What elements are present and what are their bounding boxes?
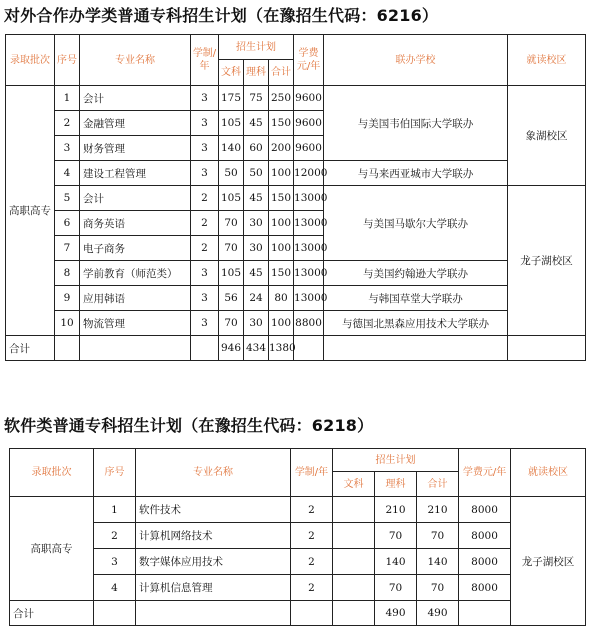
header-campus: 就读校区 [511,449,586,497]
total-cell: 70 [417,523,459,549]
seq-cell: 1 [55,86,80,111]
empty-cell [136,601,291,626]
table1-plan-table [5,34,586,361]
fee-cell: 8000 [459,497,511,523]
empty-cell [80,336,191,361]
fee-cell: 8000 [459,575,511,601]
major-cell: 金融管理 [80,111,191,136]
seq-cell: 7 [55,236,80,261]
years-cell: 3 [191,111,219,136]
total-cell: 200 [269,136,294,161]
table-row [6,311,586,336]
years-cell: 2 [291,497,333,523]
science-cell: 30 [244,211,269,236]
empty-cell [324,336,508,361]
header-arts: 文科 [219,60,244,86]
header-seq: 序号 [55,35,80,86]
arts-cell: 70 [219,311,244,336]
empty-cell [333,601,375,626]
total-cell: 150 [269,111,294,136]
major-cell: 软件技术 [136,497,291,523]
empty-cell [55,336,80,361]
major-cell: 电子商务 [80,236,191,261]
header-major: 专业名称 [136,449,291,497]
seq-cell: 6 [55,211,80,236]
seq-cell: 4 [94,575,136,601]
table1-title: 对外合作办学类普通专科招生计划（在豫招生代码：6216） [4,6,439,25]
arts-cell [333,497,375,523]
total-cell: 100 [269,161,294,186]
header-years: 学制/年 [291,449,333,497]
arts-cell: 140 [219,136,244,161]
table-row [10,497,586,523]
seq-cell: 1 [94,497,136,523]
empty-cell [508,336,586,361]
empty-cell [291,601,333,626]
science-cell: 50 [244,161,269,186]
header-seq: 序号 [94,449,136,497]
header-major: 专业名称 [80,35,191,86]
header-campus: 就读校区 [508,35,586,86]
fee-cell: 13000 [294,211,324,236]
major-cell: 商务英语 [80,211,191,236]
batch-cell: 高职高专 [10,497,94,601]
header-subtotal: 合计 [417,472,459,497]
years-cell: 3 [191,261,219,286]
total-arts: 946 [219,336,244,361]
seq-cell: 2 [94,523,136,549]
major-cell: 建设工程管理 [80,161,191,186]
science-cell: 210 [375,497,417,523]
header-plan: 招生计划 [219,35,294,60]
seq-cell: 9 [55,286,80,311]
header-science: 理科 [244,60,269,86]
header-fee: 学费元/年 [459,449,511,497]
total-cell: 100 [269,311,294,336]
fee-cell: 12000 [294,161,324,186]
years-cell: 3 [191,136,219,161]
arts-cell: 56 [219,286,244,311]
major-cell: 数字媒体应用技术 [136,549,291,575]
seq-cell: 3 [55,136,80,161]
total-row [6,336,586,361]
partner-cell: 与德国北黑森应用技术大学联办 [324,311,508,336]
fee-cell: 13000 [294,286,324,311]
total-label: 合计 [10,601,94,626]
major-cell: 学前教育（师范类） [80,261,191,286]
fee-cell: 8800 [294,311,324,336]
total-row [10,601,586,626]
total-cell: 80 [269,286,294,311]
table-row [10,549,586,575]
fee-cell: 8000 [459,523,511,549]
arts-cell [333,523,375,549]
table-row [6,161,586,186]
arts-cell: 105 [219,186,244,211]
total-label: 合计 [6,336,55,361]
years-cell: 2 [191,236,219,261]
fee-cell: 9600 [294,136,324,161]
years-cell: 2 [291,523,333,549]
table2-plan-table [9,448,586,626]
total-cell: 70 [417,575,459,601]
years-cell: 2 [191,211,219,236]
years-cell: 3 [191,161,219,186]
fee-cell: 9600 [294,111,324,136]
campus-cell: 龙子湖校区 [508,186,586,336]
header-arts: 文科 [333,472,375,497]
fee-cell: 13000 [294,261,324,286]
empty-cell [94,601,136,626]
header-batch: 录取批次 [10,449,94,497]
years-cell: 3 [191,86,219,111]
major-cell: 应用韩语 [80,286,191,311]
empty-cell [459,601,511,626]
seq-cell: 5 [55,186,80,211]
total-cell: 150 [269,186,294,211]
science-cell: 140 [375,549,417,575]
table-row [6,186,586,211]
science-cell: 45 [244,261,269,286]
science-cell: 24 [244,286,269,311]
header-subtotal: 合计 [269,60,294,86]
table-row [6,286,586,311]
seq-cell: 3 [94,549,136,575]
header-batch: 录取批次 [6,35,55,86]
total-science: 434 [244,336,269,361]
major-cell: 财务管理 [80,136,191,161]
years-cell: 2 [191,186,219,211]
fee-cell: 13000 [294,186,324,211]
header-fee: 学费元/年 [294,35,324,86]
partner-cell: 与韩国草堂大学联办 [324,286,508,311]
major-cell: 计算机网络技术 [136,523,291,549]
total-sum: 1380 [269,336,294,361]
empty-cell [294,336,324,361]
science-cell: 70 [375,575,417,601]
campus-cell: 象湖校区 [508,86,586,186]
major-cell: 会计 [80,186,191,211]
total-cell: 100 [269,211,294,236]
total-cell: 210 [417,497,459,523]
science-cell: 75 [244,86,269,111]
seq-cell: 2 [55,111,80,136]
table-row [6,261,586,286]
arts-cell [333,575,375,601]
arts-cell: 70 [219,211,244,236]
years-cell: 3 [191,286,219,311]
seq-cell: 8 [55,261,80,286]
partner-cell: 与美国马歇尔大学联办 [324,186,508,261]
total-cell: 250 [269,86,294,111]
seq-cell: 4 [55,161,80,186]
campus-cell: 龙子湖校区 [511,497,586,626]
arts-cell: 175 [219,86,244,111]
major-cell: 会计 [80,86,191,111]
total-science: 490 [375,601,417,626]
science-cell: 30 [244,236,269,261]
table-row [6,86,586,111]
science-cell: 70 [375,523,417,549]
fee-cell: 8000 [459,549,511,575]
table2-title: 软件类普通专科招生计划（在豫招生代码：6218） [4,416,374,435]
fee-cell: 9600 [294,86,324,111]
years-cell: 2 [291,575,333,601]
total-cell: 150 [269,261,294,286]
partner-cell: 与马来西亚城市大学联办 [324,161,508,186]
arts-cell: 105 [219,111,244,136]
total-sum: 490 [417,601,459,626]
header-science: 理科 [375,472,417,497]
header-years: 学制/年 [191,35,219,86]
arts-cell: 105 [219,261,244,286]
seq-cell: 10 [55,311,80,336]
empty-cell [191,336,219,361]
batch-cell: 高职高专 [6,86,55,336]
science-cell: 60 [244,136,269,161]
major-cell: 计算机信息管理 [136,575,291,601]
header-plan: 招生计划 [333,449,459,472]
partner-cell: 与美国韦伯国际大学联办 [324,86,508,161]
fee-cell: 13000 [294,236,324,261]
arts-cell: 50 [219,161,244,186]
years-cell: 2 [291,549,333,575]
arts-cell [333,549,375,575]
table-row [10,575,586,601]
science-cell: 45 [244,111,269,136]
years-cell: 3 [191,311,219,336]
arts-cell: 70 [219,236,244,261]
major-cell: 物流管理 [80,311,191,336]
table-row [10,523,586,549]
science-cell: 45 [244,186,269,211]
total-cell: 100 [269,236,294,261]
total-cell: 140 [417,549,459,575]
header-partner: 联办学校 [324,35,508,86]
science-cell: 30 [244,311,269,336]
partner-cell: 与美国约翰逊大学联办 [324,261,508,286]
